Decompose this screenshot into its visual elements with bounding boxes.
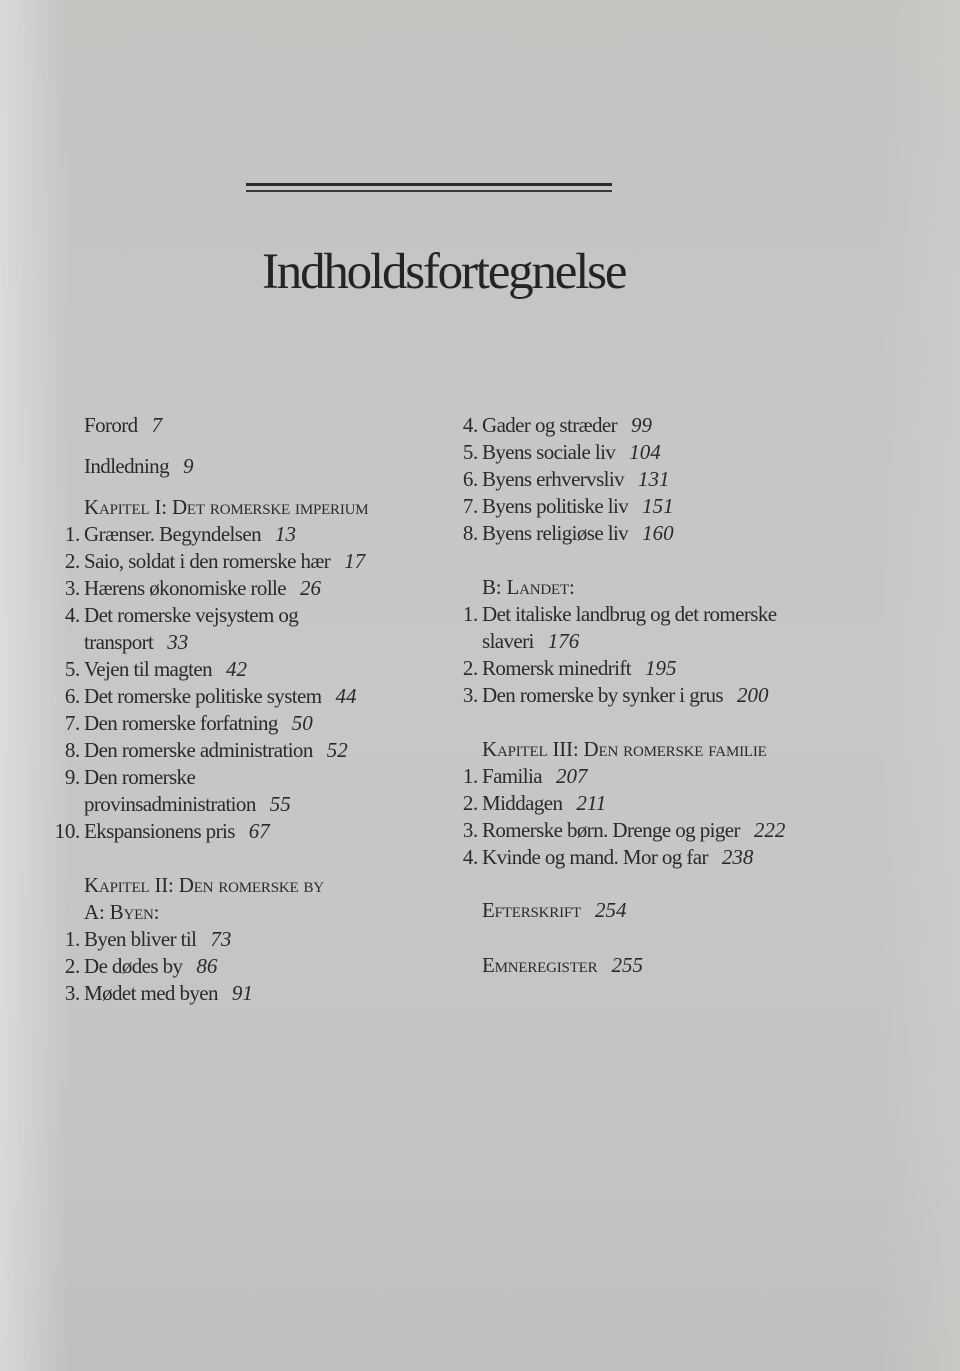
entry-number: 2. xyxy=(64,954,80,978)
page-number: 211 xyxy=(576,791,607,815)
entry-number: 3. xyxy=(462,683,478,707)
title-double-rule xyxy=(246,183,612,192)
toc-entry xyxy=(40,764,440,818)
entry-number: 1. xyxy=(462,764,478,788)
toc-entry xyxy=(438,466,858,493)
page-number: 131 xyxy=(638,467,670,491)
chapter-heading-1: Kapitel I: Det romerske imperium xyxy=(84,495,369,519)
toc-entry xyxy=(438,682,858,709)
page-number: 17 xyxy=(344,549,366,573)
page-number: 195 xyxy=(645,656,677,680)
entry-number: 2. xyxy=(64,549,80,573)
entry-title-line: provinsadministration xyxy=(84,792,256,816)
page-number: 222 xyxy=(753,818,786,842)
entry-number: 2. xyxy=(462,791,478,815)
toc-entry xyxy=(438,790,858,817)
page-number: 13 xyxy=(274,522,296,546)
entry-number: 8. xyxy=(64,738,80,762)
page-number: 33 xyxy=(167,630,189,654)
entry-number: 5. xyxy=(64,657,80,681)
entry-title: Byens politiske liv xyxy=(482,494,629,518)
page-number: 200 xyxy=(736,683,769,707)
page-number: 86 xyxy=(196,954,218,978)
entry-title: Grænser. Begyndelsen xyxy=(84,522,261,546)
toc-entry xyxy=(438,763,858,790)
toc-entry xyxy=(438,493,858,520)
page-number: 255 xyxy=(611,953,643,977)
toc-entry xyxy=(438,412,858,439)
toc-entry xyxy=(438,520,858,547)
entry-title: Kvinde og mand. Mor og far xyxy=(482,845,708,869)
page-number: 44 xyxy=(335,684,357,708)
entry-number: 9. xyxy=(64,765,80,789)
entry-number: 8. xyxy=(462,521,478,545)
entry-number: 4. xyxy=(462,845,478,869)
toc-entry xyxy=(40,602,440,656)
entry-title: Forord xyxy=(84,413,138,437)
page-number: 7 xyxy=(151,413,163,437)
entry-title-line: Den romerske xyxy=(84,765,196,789)
entry-title: Det romerske politiske system xyxy=(84,684,322,708)
page-number: 151 xyxy=(642,494,674,518)
toc-entry xyxy=(438,817,858,844)
page-number: 99 xyxy=(631,413,653,437)
chapter-heading-3: Kapitel III: Den romerske familie xyxy=(482,737,767,761)
entry-number: 10. xyxy=(54,819,80,843)
entry-title: Efterskrift xyxy=(482,898,581,922)
entry-title: Familia xyxy=(482,764,542,788)
entry-title: Emneregister xyxy=(482,953,598,977)
entry-number: 6. xyxy=(462,467,478,491)
toc-entry xyxy=(438,439,858,466)
toc-entry-emneregister xyxy=(438,952,858,979)
entry-number: 1. xyxy=(462,602,478,626)
toc-entry xyxy=(40,737,440,764)
toc-entry xyxy=(40,980,440,1007)
entry-title: Vejen til magten xyxy=(84,657,213,681)
entry-title: Gader og stræder xyxy=(482,413,618,437)
toc-entry xyxy=(40,926,440,953)
toc-entry-efterskrift xyxy=(438,897,858,924)
page-number: 26 xyxy=(300,576,322,600)
toc-entry xyxy=(438,655,858,682)
toc-entry xyxy=(40,548,440,575)
entry-title: Byens religiøse liv xyxy=(482,521,629,545)
entry-number: 6. xyxy=(64,684,80,708)
entry-title: Saio, soldat i den romerske hær xyxy=(84,549,331,573)
entry-number: 3. xyxy=(64,981,80,1005)
toc-entry xyxy=(40,656,440,683)
entry-title: De dødes by xyxy=(84,954,183,978)
toc-entry xyxy=(40,521,440,548)
page-number: 67 xyxy=(248,819,270,843)
toc-entry xyxy=(40,683,440,710)
entry-title: Ekspansionens pris xyxy=(84,819,235,843)
entry-title: Byens sociale liv xyxy=(482,440,616,464)
entry-title: Den romerske by synker i grus xyxy=(482,683,723,707)
page-number: 50 xyxy=(291,711,313,735)
toc-entry xyxy=(40,710,440,737)
entry-number: 4. xyxy=(462,413,478,437)
toc-right-column xyxy=(438,412,858,979)
entry-title: Byens erhvervsliv xyxy=(482,467,625,491)
page-number: 160 xyxy=(642,521,674,545)
rule-thin xyxy=(246,190,612,192)
entry-title: Den romerske forfatning xyxy=(84,711,278,735)
page-title: Indholdsfortegnelse xyxy=(262,244,626,301)
entry-title-line: Det italiske landbrug og det romerske xyxy=(482,602,777,626)
entry-number: 1. xyxy=(64,927,80,951)
page-number: 55 xyxy=(269,792,291,816)
toc-entry xyxy=(438,601,858,655)
toc-entry-forord xyxy=(40,412,440,439)
entry-title: Romerske børn. Drenge og piger xyxy=(482,818,740,842)
entry-number: 2. xyxy=(462,656,478,680)
page-number: 42 xyxy=(226,657,248,681)
entry-number: 3. xyxy=(462,818,478,842)
toc-left-column xyxy=(40,412,440,1007)
entry-title: Hærens økonomiske rolle xyxy=(84,576,287,600)
entry-number: 1. xyxy=(64,522,80,546)
toc-entry xyxy=(40,575,440,602)
entry-title: Mødet med byen xyxy=(84,981,218,1005)
entry-title-line: slaveri xyxy=(482,629,534,653)
entry-title-line: transport xyxy=(84,630,154,654)
entry-title: Indledning xyxy=(84,454,169,478)
entry-title: Byen bliver til xyxy=(84,927,197,951)
entry-title: Middagen xyxy=(482,791,563,815)
page-number: 238 xyxy=(721,845,754,869)
page-number: 91 xyxy=(231,981,253,1005)
page-number: 9 xyxy=(182,454,194,478)
page-number: 207 xyxy=(555,764,588,788)
section-heading-landet: B: Landet: xyxy=(482,575,575,599)
entry-title: Den romerske administration xyxy=(84,738,313,762)
page-number: 104 xyxy=(629,440,661,464)
toc-entry-indledning xyxy=(40,453,440,480)
entry-number: 3. xyxy=(64,576,80,600)
toc-entry xyxy=(40,818,440,845)
page-number: 176 xyxy=(547,629,580,653)
entry-number: 7. xyxy=(64,711,80,735)
entry-title-line: Det romerske vejsystem og xyxy=(84,603,299,627)
entry-number: 5. xyxy=(462,440,478,464)
page-number: 52 xyxy=(326,738,348,762)
toc-entry xyxy=(40,953,440,980)
entry-title: Romersk minedrift xyxy=(482,656,632,680)
section-heading-byen: A: Byen: xyxy=(84,900,160,924)
page-number: 73 xyxy=(210,927,232,951)
page-number: 254 xyxy=(594,898,627,922)
toc-entry xyxy=(438,844,858,871)
entry-number: 7. xyxy=(462,494,478,518)
chapter-heading-2: Kapitel II: Den romerske by xyxy=(84,873,324,897)
entry-number: 4. xyxy=(64,603,80,627)
